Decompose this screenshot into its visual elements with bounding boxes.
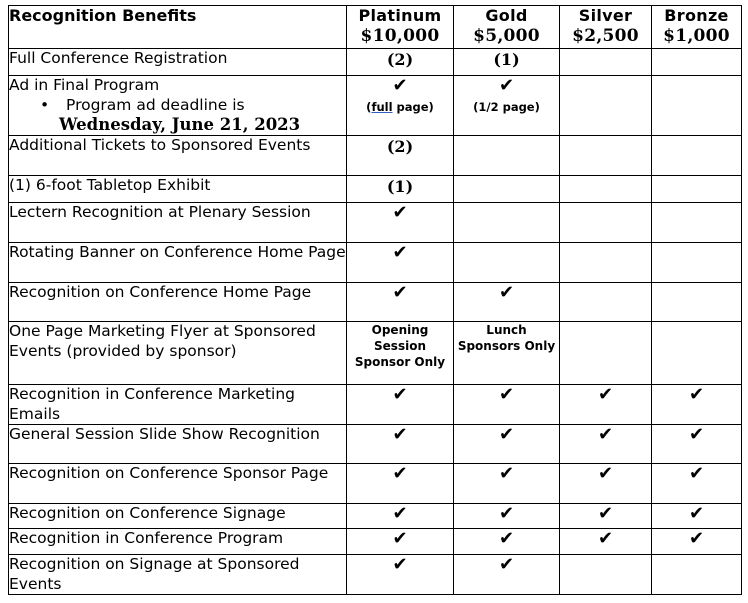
gold-cell [454,243,560,283]
check-icon: ✔ [597,503,614,524]
check-icon: ✔ [392,528,408,549]
benefit-cell: Recognition on Conference Home Page [9,283,347,322]
silver-cell [560,464,652,504]
gold-cell [454,322,560,385]
tier-name: Gold [485,6,528,25]
header-tier-bronze [652,6,742,49]
bullet-text: Program ad deadline is [66,95,245,114]
gold-cell [454,76,560,136]
gold-cell [454,385,560,425]
tier-name: Silver [578,6,633,25]
header-tier-silver [560,6,652,49]
bronze-cell [652,322,742,385]
bronze-cell [652,529,742,555]
platinum-cell [347,243,454,283]
header-benefit: Recognition Benefits [9,6,347,49]
check-icon: ✔ [688,528,705,549]
bronze-cell [652,136,742,176]
tier-name: Platinum [358,6,442,25]
check-icon: ✔ [498,75,515,96]
count-value: (1) [386,177,414,196]
platinum-cell [347,529,454,555]
bronze-cell [652,425,742,464]
table-row [9,176,742,203]
deadline-date: Wednesday, June 21, 2023 [59,115,301,134]
benefit-cell: Rotating Banner on Conference Home Page [9,243,347,283]
silver-cell [560,243,652,283]
gold-cell [454,136,560,176]
table-row [9,136,742,176]
bronze-cell [652,464,742,504]
benefit-cell: General Session Slide Show Recognition [9,425,347,464]
table-row [9,322,742,385]
bronze-cell [652,243,742,283]
header-row [9,6,742,49]
gold-cell [454,203,560,243]
silver-cell [560,529,652,555]
check-icon: ✔ [498,528,515,549]
check-icon: ✔ [688,424,705,445]
check-icon: ✔ [498,503,515,524]
ad-size-note: (full page) [366,100,434,114]
platinum-cell [347,464,454,504]
gold-cell [454,504,560,529]
check-icon: ✔ [392,75,408,96]
platinum-cell [347,203,454,243]
benefit-cell: Recognition on Conference Signage [9,504,347,529]
check-icon: ✔ [498,424,515,445]
check-icon: ✔ [392,282,408,303]
table-row [9,76,742,136]
platinum-cell [347,555,454,595]
table-row [9,504,742,529]
gold-cell [454,425,560,464]
platinum-cell [347,425,454,464]
sponsor-note: Opening Session Sponsor Only [354,323,446,369]
silver-cell [560,322,652,385]
benefit-cell: Recognition on Conference Sponsor Page [9,464,347,504]
tier-name: Bronze [664,6,729,25]
check-icon: ✔ [597,384,614,405]
check-icon: ✔ [498,554,515,575]
table-row [9,203,742,243]
silver-cell [560,504,652,529]
platinum-cell [347,504,454,529]
check-icon: ✔ [688,384,705,405]
sponsor-note: Lunch Sponsors Only [457,323,556,353]
bronze-cell [652,504,742,529]
benefit-cell [9,76,347,136]
header-tier-gold [454,6,560,49]
tier-price: $10,000 [360,26,440,46]
benefit-cell: Recognition in Conference Program [9,529,347,555]
table-row [9,385,742,425]
bronze-cell [652,176,742,203]
table-row [9,529,742,555]
sponsorship-benefits-table [8,5,742,595]
platinum-cell [347,76,454,136]
benefit-label: Ad in Final Program [9,76,160,94]
bronze-cell [652,385,742,425]
bullet-icon: • [40,95,50,114]
count-value: (1) [493,50,520,69]
platinum-cell [347,283,454,322]
check-icon: ✔ [498,463,515,484]
benefit-cell: Recognition on Signage at Sponsored Events [9,555,347,595]
tier-price: $5,000 [473,26,540,46]
benefit-cell: One Page Marketing Flyer at Sponsored Events (provided by sponsor) [9,322,347,385]
check-icon: ✔ [392,463,408,484]
platinum-cell [347,49,454,76]
count-value: (2) [386,50,414,69]
gold-cell [454,176,560,203]
check-icon: ✔ [392,503,408,524]
table-row [9,425,742,464]
header-tier-platinum [347,6,454,49]
platinum-cell [347,136,454,176]
check-icon: ✔ [392,202,408,223]
gold-cell [454,49,560,76]
bullet-line [9,96,346,116]
platinum-cell [347,176,454,203]
bronze-cell [652,555,742,595]
gold-cell [454,529,560,555]
gold-cell [454,464,560,504]
check-icon: ✔ [498,384,515,405]
silver-cell [560,555,652,595]
table-row [9,555,742,595]
ad-size-note: (1/2 page) [473,100,540,114]
check-icon: ✔ [688,503,705,524]
benefit-cell: Additional Tickets to Sponsored Events [9,136,347,176]
bronze-cell [652,283,742,322]
benefit-cell: Recognition in Conference Marketing Emails [9,385,347,425]
silver-cell [560,283,652,322]
silver-cell [560,385,652,425]
check-icon: ✔ [392,554,408,575]
benefit-cell: Lectern Recognition at Plenary Session [9,203,347,243]
check-icon: ✔ [688,463,705,484]
tier-price: $1,000 [663,26,730,46]
gold-cell [454,283,560,322]
bronze-cell [652,76,742,136]
gold-cell [454,555,560,595]
check-icon: ✔ [597,528,614,549]
silver-cell [560,425,652,464]
silver-cell [560,76,652,136]
count-value: (2) [386,137,414,156]
check-icon: ✔ [392,242,408,263]
check-icon: ✔ [498,282,515,303]
silver-cell [560,136,652,176]
check-icon: ✔ [597,424,614,445]
silver-cell [560,203,652,243]
platinum-cell [347,322,454,385]
silver-cell [560,49,652,76]
table-row [9,464,742,504]
bronze-cell [652,49,742,76]
platinum-cell [347,385,454,425]
benefit-cell: (1) 6-foot Tabletop Exhibit [9,176,347,203]
table-row [9,283,742,322]
silver-cell [560,176,652,203]
check-icon: ✔ [392,384,408,405]
benefit-cell: Full Conference Registration [9,49,347,76]
check-icon: ✔ [597,463,614,484]
tier-price: $2,500 [572,26,639,46]
table-row [9,49,742,76]
table-row [9,243,742,283]
check-icon: ✔ [392,424,408,445]
bronze-cell [652,203,742,243]
